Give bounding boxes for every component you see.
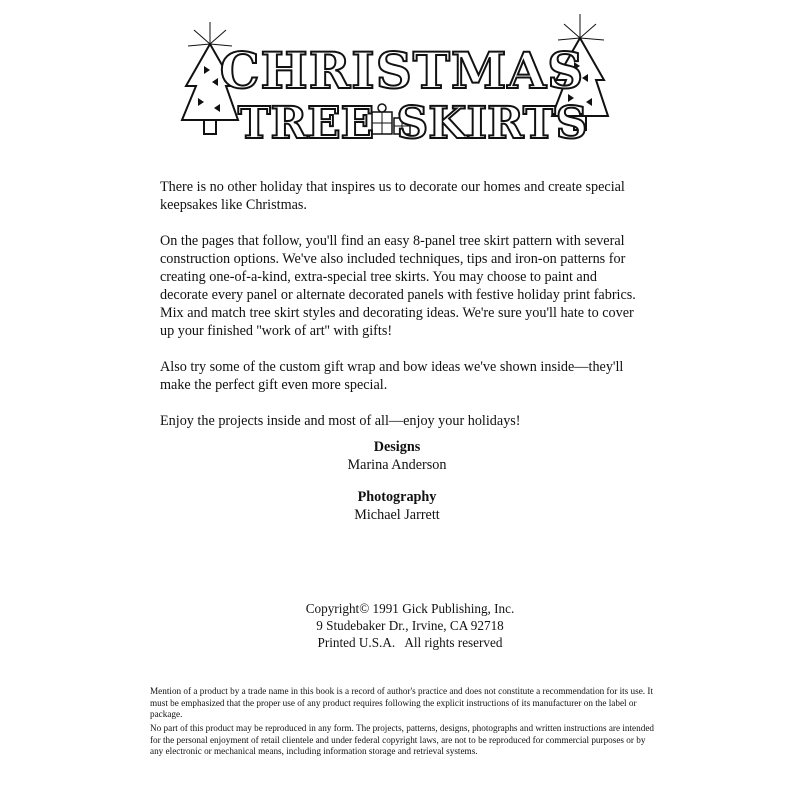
intro-paragraph-2: On the pages that follow, you'll find an easy 8-panel tree skirt pattern with several construction options. We've also included techniques, tips and iron-on patterns for creating one-of-a-kind, extra-special tree skirts. You may choose to paint and decorate every panel or alternate decorated panels with festive holiday print fabrics. Mix and match tree skirt styles and decorating ideas. We're sure you'll hate to cover up your finished ''work of art'' with gifts! [160, 233, 636, 339]
copyright-line: Copyright© 1991 Gick Publishing, Inc. [305, 601, 515, 616]
disclaimer-text: Mention of a product by a trade name in this book is a record of author's practice and does not constitute a recommendation for its use. It must be emphasized that the proper use of any product requires following the explicit instructions of its manufacturer on the label or package. [150, 686, 653, 720]
address-line: 9 Studebaker Dr., Irvine, CA 92718 [316, 618, 504, 633]
intro-paragraph-4: Enjoy the projects inside and most of all—enjoy your holidays! [160, 413, 521, 429]
title-logo [180, 8, 620, 158]
designs-name: Marina Anderson [347, 457, 447, 473]
designs-credit [0, 438, 794, 474]
photography-name: Michael Jarrett [354, 507, 440, 523]
intro-text [160, 178, 640, 448]
logo-line2-right: SKIRTS [396, 98, 588, 149]
reproduction-notice [150, 723, 660, 758]
photography-credit [0, 488, 794, 524]
intro-paragraph-3: Also try some of the custom gift wrap and bow ideas we've shown inside—they'll make the perfect gift even more special. [160, 359, 624, 393]
logo-line2-left: TREE [237, 98, 375, 149]
copyright-block [250, 600, 570, 651]
printed-line: Printed U.S.A. All rights reserved [317, 635, 503, 650]
reproduction-text: No part of this product may be reproduced in any form. The projects, patterns, designs, photographs and written instructions are intended for the personal enjoyment of retail clientele and under federal copyright laws, are not to be reproduced for commercial purposes or by any electronic or mechanical means, including information storage and retrieval systems. [150, 723, 654, 757]
designs-label: Designs [373, 439, 421, 455]
photography-label: Photography [357, 489, 437, 505]
logo-line1: CHRISTMAS [219, 41, 585, 100]
intro-paragraph-1: There is no other holiday that inspires us to decorate our homes and create special keepsakes like Christmas. [160, 179, 625, 213]
trade-name-disclaimer [150, 686, 660, 721]
